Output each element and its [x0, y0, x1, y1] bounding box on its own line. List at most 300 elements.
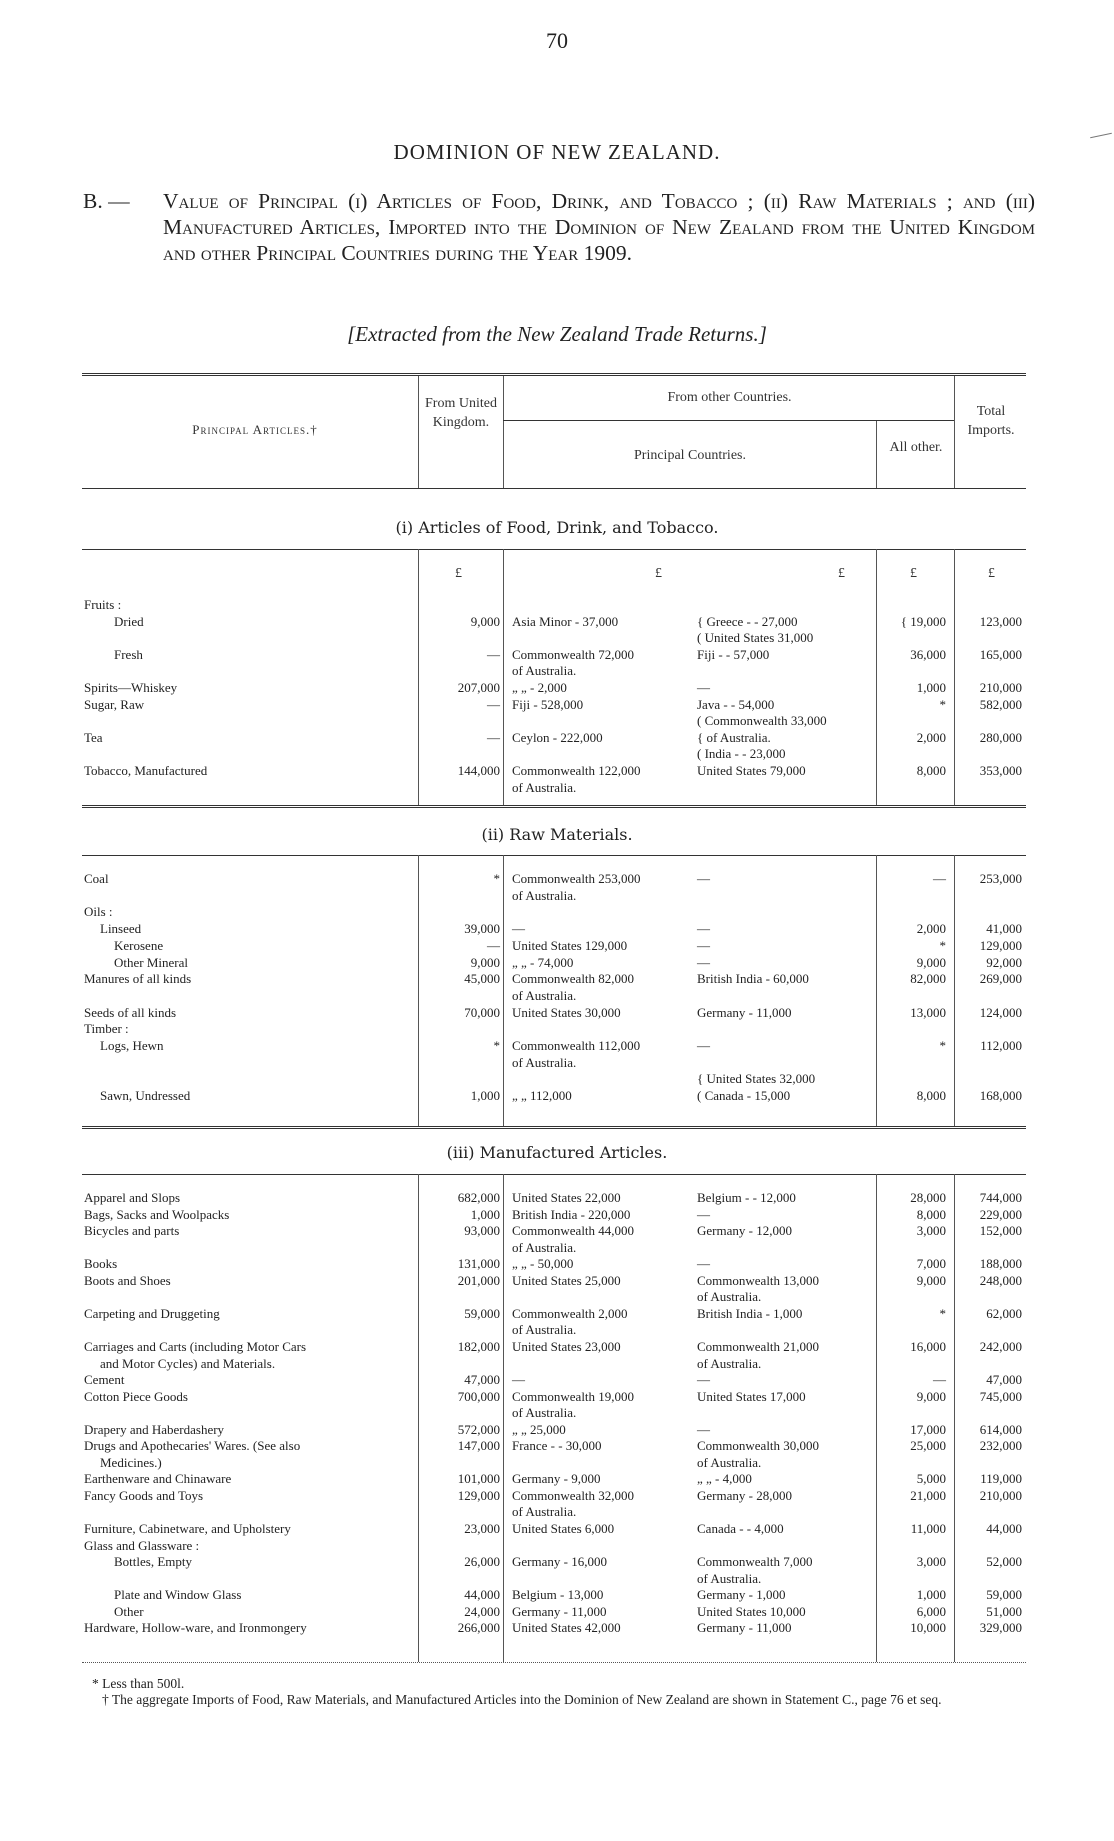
table-row [0, 871, 1114, 888]
table-row [0, 1306, 1114, 1323]
principal-country-1-cell: „ „ 25,000 [512, 1421, 566, 1437]
table-row [0, 1207, 1114, 1224]
table-row [0, 663, 1114, 680]
section-title-manufactured: (iii) Manufactured Articles. [446, 1143, 668, 1162]
principal-country-2-cell: Belgium - - 12,000 [697, 1190, 796, 1205]
all-other-cell: 9,000 [916, 954, 946, 970]
principal-country-1-cell: United States 129,000 [512, 937, 628, 953]
table-row [0, 697, 1114, 714]
header-divider [954, 376, 955, 488]
article-cell: Coal [84, 871, 109, 886]
principal-country-2-cell: — [697, 937, 710, 953]
total-imports-cell: 123,000 [979, 613, 1022, 629]
section-rule [82, 1174, 1026, 1175]
article-cell: Carpeting and Druggeting [84, 1305, 220, 1321]
total-imports-cell: 52,000 [986, 1554, 1022, 1570]
article-cell: Dried [114, 613, 144, 629]
unit-symbol-principal-2: £ [838, 566, 845, 581]
all-other-cell: 13,000 [910, 1004, 946, 1020]
uk-value-cell: 700,000 [457, 1388, 500, 1404]
table-row [0, 746, 1114, 763]
uk-value-cell: 9,000 [470, 954, 500, 970]
article-cell: Hardware, Hollow-ware, and Ironmongery [84, 1620, 307, 1636]
principal-country-2-cell: — [697, 1256, 710, 1272]
uk-value-cell: 182,000 [457, 1338, 500, 1354]
principal-country-2-cell: — [697, 1421, 710, 1437]
principal-country-2-cell: of Australia. [697, 1355, 762, 1371]
all-other-cell: 3,000 [916, 1554, 946, 1570]
principal-country-2-cell: ( United States 31,000 [697, 630, 814, 646]
principal-country-2-cell: { Greece - - 27,000 [697, 613, 798, 629]
article-cell: Cotton Piece Goods [84, 1388, 188, 1404]
principal-country-2-cell: Germany - 12,000 [697, 1223, 792, 1239]
principal-country-1-cell: of Australia. [512, 887, 577, 903]
total-imports-cell: 51,000 [986, 1603, 1022, 1619]
table-row [0, 1256, 1114, 1273]
principal-country-2-cell: — [697, 1038, 710, 1053]
table-row [0, 1190, 1114, 1207]
table-row [0, 1405, 1114, 1422]
principal-country-1-cell: of Australia. [512, 1405, 577, 1421]
article-cell: Boots and Shoes [84, 1272, 171, 1288]
total-imports-cell: 119,000 [980, 1471, 1022, 1487]
principal-country-1-cell: Commonwealth 32,000 [512, 1487, 635, 1503]
article-cell: Sawn, Undressed [100, 1088, 191, 1104]
header-principal-articles: Principal Articles.† [192, 422, 318, 437]
total-imports-cell: 242,000 [979, 1338, 1022, 1354]
table-row [0, 780, 1114, 797]
all-other-cell: 2,000 [916, 729, 946, 745]
total-imports-cell: 232,000 [979, 1438, 1022, 1454]
principal-country-1-cell: Commonwealth 72,000 [512, 646, 635, 662]
uk-value-cell: 266,000 [457, 1620, 500, 1636]
total-imports-cell: 47,000 [986, 1372, 1022, 1388]
footnote-less-than: * Less than 500l. [92, 1676, 185, 1691]
article-cell: and Motor Cycles) and Materials. [100, 1355, 276, 1371]
principal-country-2-cell: ( Commonwealth 33,000 [697, 713, 827, 729]
table-row [0, 1289, 1114, 1306]
principal-country-1-cell: Germany - 16,000 [512, 1554, 607, 1570]
table-row [0, 630, 1114, 647]
all-other-cell: — [933, 1372, 946, 1388]
principal-country-1-cell: of Australia. [512, 1239, 577, 1255]
table-row [0, 971, 1114, 988]
principal-country-2-cell: Germany - 11,000 [697, 1620, 792, 1636]
all-other-cell: 9,000 [916, 1388, 946, 1404]
principal-country-1-cell: Commonwealth 253,000 [512, 871, 641, 886]
all-other-cell: 2,000 [916, 921, 946, 937]
table-row [0, 1604, 1114, 1621]
article-cell: Linseed [100, 921, 142, 937]
principal-country-1-cell: Commonwealth 122,000 [512, 763, 641, 778]
table-row [0, 1554, 1114, 1571]
article-cell: Timber : [84, 1021, 129, 1037]
table-row [0, 921, 1114, 938]
principal-country-1-cell: of Australia. [512, 1054, 577, 1070]
table-row [0, 904, 1114, 921]
unit-symbol-all-other: £ [910, 566, 917, 581]
table-row [0, 1372, 1114, 1389]
all-other-cell: 16,000 [910, 1338, 946, 1354]
table-row [0, 713, 1114, 730]
total-imports-cell: 92,000 [986, 954, 1022, 970]
table-row [0, 597, 1114, 614]
article-cell: Books [84, 1256, 118, 1272]
article-cell: Sugar, Raw [84, 696, 145, 712]
article-cell: Carriages and Carts (including Motor Cars [84, 1338, 307, 1354]
table-row [0, 1620, 1114, 1637]
principal-country-1-cell: Commonwealth 2,000 [512, 1305, 628, 1321]
principal-country-1-cell: Commonwealth 112,000 [512, 1038, 641, 1053]
table-row [0, 1223, 1114, 1240]
all-other-cell: 8,000 [916, 763, 946, 778]
all-other-cell: 21,000 [910, 1487, 946, 1503]
principal-country-2-cell: — [697, 680, 710, 695]
principal-country-2-cell: Fiji - - 57,000 [697, 646, 770, 662]
section-title-raw: (ii) Raw Materials. [481, 825, 633, 844]
principal-country-2-cell: Commonwealth 13,000 [697, 1272, 820, 1288]
total-imports-cell: 210,000 [979, 680, 1022, 695]
article-cell: Other [114, 1603, 144, 1619]
table-row [0, 1521, 1114, 1538]
all-other-cell: 9,000 [916, 1272, 946, 1288]
principal-country-1-cell: British India - 220,000 [512, 1206, 631, 1222]
article-cell: Fancy Goods and Toys [84, 1487, 204, 1503]
header-subrule [503, 420, 954, 421]
article-cell: Fresh [114, 646, 143, 662]
uk-value-cell: 47,000 [464, 1372, 500, 1388]
principal-country-2-cell: { of Australia. [697, 729, 771, 745]
article-cell: Bags, Sacks and Woolpacks [84, 1206, 230, 1222]
principal-country-1-cell: Commonwealth 19,000 [512, 1388, 635, 1404]
principal-country-1-cell: United States 25,000 [512, 1272, 621, 1288]
section-rule [82, 549, 1026, 550]
principal-country-2-cell: Commonwealth 30,000 [697, 1438, 820, 1454]
all-other-cell: * [939, 1305, 946, 1321]
uk-value-cell: 44,000 [464, 1587, 500, 1603]
principal-country-1-cell: United States 42,000 [512, 1620, 621, 1636]
section-end-rule [82, 805, 1026, 808]
header-divider [503, 376, 504, 488]
uk-value-cell: 93,000 [464, 1223, 500, 1239]
total-imports-cell: 745,000 [979, 1388, 1022, 1404]
header-divider [876, 420, 877, 488]
principal-country-2-cell: ( Canada - 15,000 [697, 1088, 791, 1104]
all-other-cell: * [939, 937, 946, 953]
header-all-other: All other. [889, 440, 943, 455]
total-imports-cell: 210,000 [979, 1487, 1022, 1503]
all-other-cell: * [939, 696, 946, 712]
total-imports-cell: 614,000 [979, 1421, 1022, 1437]
all-other-cell: 1,000 [916, 1587, 946, 1603]
principal-country-2-cell: of Australia. [697, 1454, 762, 1470]
footnotes [82, 1676, 1026, 1708]
page-number: 70 [546, 28, 568, 53]
table-row [0, 1587, 1114, 1604]
all-other-cell: 5,000 [916, 1471, 946, 1487]
all-other-cell: 82,000 [910, 971, 946, 987]
article-cell: Furniture, Cabinetware, and Upholstery [84, 1521, 291, 1536]
article-cell: Earthenware and Chinaware [84, 1471, 232, 1487]
uk-value-cell: 101,000 [457, 1471, 500, 1487]
all-other-cell: { 19,000 [900, 613, 946, 629]
article-cell: Manures of all kinds [84, 971, 192, 987]
principal-country-2-cell: — [697, 921, 710, 937]
principal-country-1-cell: Germany - 9,000 [512, 1471, 601, 1487]
total-imports-cell: 188,000 [979, 1256, 1022, 1272]
total-imports-cell: 41,000 [986, 921, 1022, 937]
total-imports-cell: 124,000 [979, 1004, 1022, 1020]
uk-value-cell: * [493, 1038, 500, 1053]
all-other-cell: 8,000 [916, 1206, 946, 1222]
title-label: B. — [83, 189, 130, 213]
total-imports-cell: 253,000 [979, 871, 1022, 886]
uk-value-cell: * [493, 871, 500, 886]
principal-country-2-cell: — [697, 954, 710, 970]
principal-country-1-cell: United States 22,000 [512, 1190, 621, 1205]
dominion-heading: DOMINION OF NEW ZEALAND. [393, 140, 721, 164]
principal-country-2-cell: United States 10,000 [697, 1603, 806, 1619]
uk-value-cell: 129,000 [457, 1487, 500, 1503]
total-imports-cell: 229,000 [979, 1206, 1022, 1222]
total-imports-cell: 248,000 [979, 1272, 1022, 1288]
total-imports-cell: 59,000 [986, 1587, 1022, 1603]
table-title [83, 188, 1035, 266]
section-title-food: (i) Articles of Food, Drink, and Tobacco. [395, 518, 719, 537]
article-cell: Cement [84, 1372, 125, 1388]
uk-value-cell: 682,000 [457, 1190, 500, 1205]
margin-mark [1090, 133, 1112, 139]
table-row [0, 1356, 1114, 1373]
table-row [0, 1488, 1114, 1505]
table-row [0, 680, 1114, 697]
article-cell: Tea [84, 729, 103, 745]
uk-value-cell: 1,000 [470, 1206, 500, 1222]
table-row [0, 1389, 1114, 1406]
footnote-aggregate: † The aggregate Imports of Food, Raw Materials, and Manufactured Articles into the Dominion of New Zealand are shown in Statement C., page 76 et seq. [102, 1692, 942, 1707]
uk-value-cell: 572,000 [457, 1421, 500, 1437]
table-row [0, 1005, 1114, 1022]
principal-country-2-cell: ( India - - 23,000 [697, 746, 786, 762]
table-row [0, 938, 1114, 955]
unit-symbol-uk: £ [455, 566, 462, 581]
total-imports-cell: 353,000 [979, 763, 1022, 778]
all-other-cell: 25,000 [910, 1438, 946, 1454]
table-top-rule [82, 373, 1026, 376]
principal-country-1-cell: Germany - 11,000 [512, 1603, 607, 1619]
uk-value-cell: 1,000 [470, 1088, 500, 1104]
uk-value-cell: 59,000 [464, 1305, 500, 1321]
article-cell: Medicines.) [100, 1454, 162, 1470]
all-other-cell: 7,000 [916, 1256, 946, 1272]
principal-country-2-cell: Commonwealth 7,000 [697, 1554, 813, 1570]
all-other-cell: 10,000 [910, 1620, 946, 1636]
article-cell: Bottles, Empty [114, 1554, 192, 1570]
table-row [0, 1038, 1114, 1055]
uk-value-cell: — [487, 937, 500, 953]
article-cell: Glass and Glassware : [84, 1537, 200, 1553]
table-row [0, 1021, 1114, 1038]
principal-country-2-cell: Germany - 28,000 [697, 1487, 792, 1503]
principal-country-1-cell: France - - 30,000 [512, 1438, 602, 1454]
article-cell: Plate and Window Glass [114, 1587, 242, 1603]
uk-value-cell: 9,000 [470, 613, 500, 629]
all-other-cell: 6,000 [916, 1603, 946, 1619]
table-row [0, 614, 1114, 631]
principal-country-2-cell: United States 17,000 [697, 1388, 806, 1404]
total-imports-cell: 168,000 [979, 1088, 1022, 1104]
total-imports-cell: 129,000 [979, 937, 1022, 953]
total-imports-cell: 269,000 [979, 971, 1022, 987]
table-row [0, 1088, 1114, 1105]
header-from-other: From other Countries. [667, 390, 792, 405]
table-bottom-rule [82, 1662, 1026, 1663]
article-cell: Apparel and Slops [84, 1190, 181, 1205]
article-cell: Seeds of all kinds [84, 1004, 177, 1020]
uk-value-cell: 45,000 [464, 971, 500, 987]
total-imports-cell: 62,000 [986, 1305, 1022, 1321]
principal-country-2-cell: — [697, 1372, 710, 1388]
uk-value-cell: 24,000 [464, 1603, 500, 1619]
principal-country-2-cell: British India - 60,000 [697, 971, 809, 987]
principal-country-1-cell: — [512, 921, 525, 937]
table-row [0, 988, 1114, 1005]
uk-value-cell: — [487, 729, 500, 745]
section-rule [82, 855, 1026, 856]
table-row [0, 1438, 1114, 1455]
unit-symbol-principal-1: £ [655, 566, 662, 581]
article-cell: Drapery and Haberdashery [84, 1421, 225, 1437]
all-other-cell: 28,000 [910, 1190, 946, 1205]
principal-country-1-cell: „ „ 112,000 [512, 1088, 572, 1104]
principal-country-1-cell: of Australia. [512, 987, 577, 1003]
table-row [0, 1339, 1114, 1356]
table-row [0, 647, 1114, 664]
article-cell: Kerosene [114, 937, 164, 953]
principal-country-2-cell: United States 79,000 [697, 763, 806, 778]
article-cell: Fruits : [84, 597, 122, 612]
principal-country-2-cell: — [697, 1206, 710, 1222]
principal-country-2-cell: Germany - 11,000 [697, 1004, 792, 1020]
extracted-note: [Extracted from the New Zealand Trade Returns.] [347, 322, 767, 346]
table-row [0, 1471, 1114, 1488]
principal-country-1-cell: United States 30,000 [512, 1004, 621, 1020]
uk-value-cell: 26,000 [464, 1554, 500, 1570]
principal-country-1-cell: „ „ - 2,000 [512, 680, 567, 695]
table-row [0, 1322, 1114, 1339]
principal-country-1-cell: — [512, 1372, 525, 1388]
principal-country-1-cell: of Australia. [512, 779, 577, 795]
section-end-rule [82, 1126, 1026, 1129]
table-row [0, 888, 1114, 905]
total-imports-cell: 152,000 [979, 1223, 1022, 1239]
article-cell: Spirits—Whiskey [84, 680, 178, 695]
principal-country-1-cell: Ceylon - 222,000 [512, 729, 603, 745]
principal-country-1-cell: of Australia. [512, 1322, 577, 1338]
unit-symbol-total: £ [988, 566, 995, 581]
principal-country-1-cell: Commonwealth 82,000 [512, 971, 635, 987]
all-other-cell: 1,000 [916, 680, 946, 695]
table-row [0, 1055, 1114, 1072]
principal-country-1-cell: United States 23,000 [512, 1338, 621, 1354]
all-other-cell: 36,000 [910, 646, 946, 662]
article-cell: Logs, Hewn [100, 1038, 164, 1053]
uk-value-cell: 131,000 [457, 1256, 500, 1272]
header-divider [418, 376, 419, 488]
table-row [0, 1273, 1114, 1290]
article-cell: Tobacco, Manufactured [84, 763, 208, 778]
principal-country-2-cell: British India - 1,000 [697, 1305, 803, 1321]
uk-value-cell: 144,000 [457, 763, 500, 778]
uk-value-cell: 70,000 [464, 1004, 500, 1020]
total-imports-cell: 582,000 [979, 696, 1022, 712]
uk-value-cell: — [487, 646, 500, 662]
header-total-imports: Total Imports. [967, 404, 1015, 438]
total-imports-cell: 44,000 [986, 1521, 1022, 1536]
principal-country-1-cell: Commonwealth 44,000 [512, 1223, 635, 1239]
total-imports-cell: 329,000 [979, 1620, 1022, 1636]
article-cell: Bicycles and parts [84, 1223, 180, 1239]
principal-country-1-cell: Belgium - 13,000 [512, 1587, 604, 1603]
uk-value-cell: 23,000 [464, 1521, 500, 1536]
title-text: Value of Principal (i) Articles of Food, Drink, and Tobacco ; (ii) Raw Materials ; and (iii) Manufactured Articles, Imported into the Dominion of New Zealand from the United Kingdom and other Principal Countries during the Year 1909. [163, 189, 1035, 265]
header-principal-countries: Principal Countries. [634, 448, 746, 463]
uk-value-cell: 207,000 [457, 680, 500, 695]
table-row [0, 1538, 1114, 1555]
principal-country-2-cell: — [697, 871, 710, 886]
principal-country-2-cell: of Australia. [697, 1570, 762, 1586]
uk-value-cell: 147,000 [457, 1438, 500, 1454]
table-row [0, 1422, 1114, 1439]
table-row [0, 1071, 1114, 1088]
principal-country-1-cell: of Australia. [512, 1504, 577, 1520]
article-cell: Oils : [84, 904, 113, 920]
principal-country-1-cell: „ „ - 50,000 [512, 1256, 574, 1272]
table-row [0, 1240, 1114, 1257]
table-row [0, 1571, 1114, 1588]
article-cell: Drugs and Apothecaries' Wares. (See also [84, 1438, 301, 1454]
all-other-cell: 17,000 [910, 1421, 946, 1437]
all-other-cell: — [933, 871, 946, 886]
principal-country-2-cell: of Australia. [697, 1289, 762, 1305]
uk-value-cell: — [487, 696, 500, 712]
total-imports-cell: 112,000 [980, 1038, 1022, 1053]
principal-country-1-cell: Fiji - 528,000 [512, 696, 584, 712]
header-from-uk: From United Kingdom. [425, 396, 497, 430]
principal-country-1-cell: „ „ - 74,000 [512, 954, 574, 970]
total-imports-cell: 165,000 [979, 646, 1022, 662]
principal-country-2-cell: Java - - 54,000 [697, 696, 775, 712]
principal-country-1-cell: Asia Minor - 37,000 [512, 613, 619, 629]
principal-country-2-cell: { United States 32,000 [697, 1071, 816, 1087]
table-row [0, 1504, 1114, 1521]
principal-country-2-cell: Canada - - 4,000 [697, 1521, 784, 1536]
total-imports-cell: 744,000 [979, 1190, 1022, 1205]
total-imports-cell: 280,000 [979, 729, 1022, 745]
uk-value-cell: 39,000 [464, 921, 500, 937]
principal-country-2-cell: Commonwealth 21,000 [697, 1338, 820, 1354]
all-other-cell: * [939, 1038, 946, 1053]
principal-country-1-cell: of Australia. [512, 663, 577, 679]
table-row [0, 955, 1114, 972]
principal-country-1-cell: United States 6,000 [512, 1521, 615, 1536]
table-row [0, 730, 1114, 747]
uk-value-cell: 201,000 [457, 1272, 500, 1288]
table-row [0, 763, 1114, 780]
principal-country-2-cell: „ „ - 4,000 [697, 1471, 752, 1487]
principal-country-2-cell: Germany - 1,000 [697, 1587, 786, 1603]
article-cell: Other Mineral [114, 954, 189, 970]
